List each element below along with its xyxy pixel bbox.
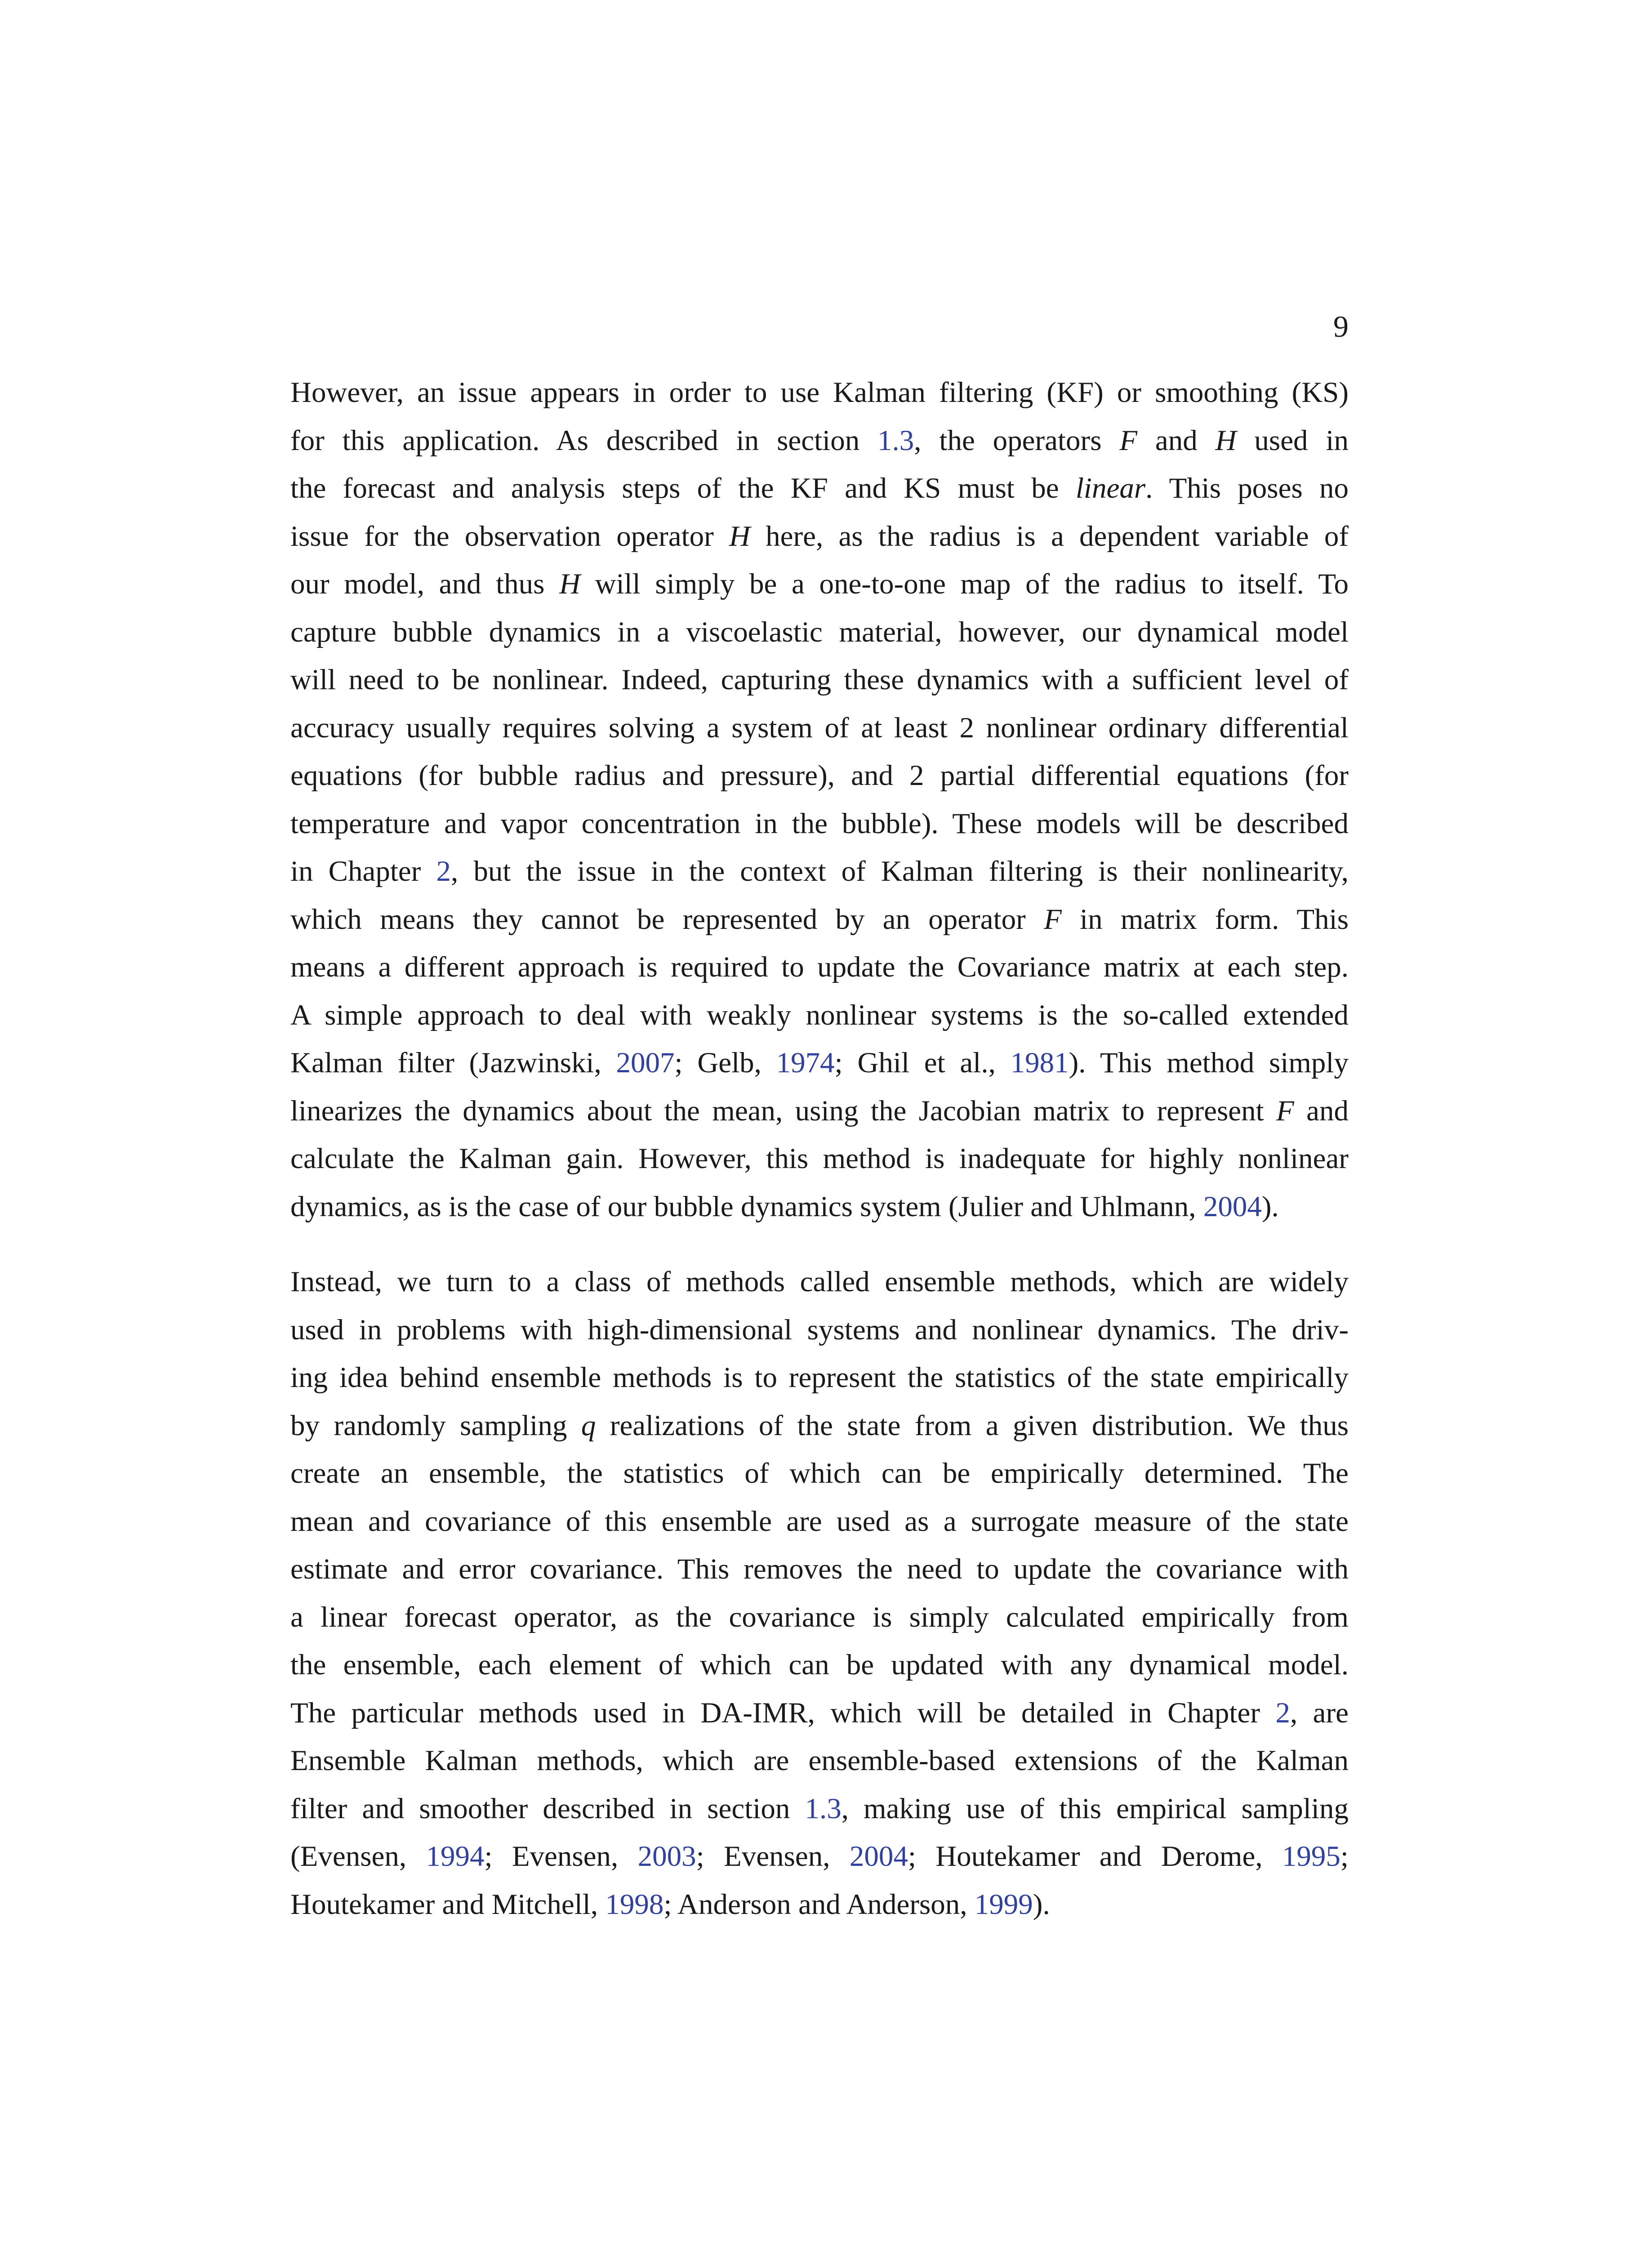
- text-line: A simple approach to deal with weakly nonlinear systems is the so-called extended: [290, 999, 1349, 1031]
- citation-link[interactable]: 1994: [426, 1840, 485, 1873]
- text-line: Kalman filter (Jazwinski, 2007; Gelb, 1974; Ghil et al., 1981). This method simply: [290, 1047, 1349, 1079]
- text-line: by randomly sampling q realizations of the state from a given distribution. We thus: [290, 1409, 1349, 1442]
- paragraph-ensemble-methods: [290, 1258, 1349, 1928]
- citation-link[interactable]: 1998: [605, 1888, 664, 1921]
- citation-link[interactable]: 1.3: [877, 424, 914, 457]
- page-number: 9: [1333, 309, 1349, 343]
- italic-term: F: [1119, 424, 1138, 457]
- text-line: will need to be nonlinear. Indeed, capturing these dynamics with a sufficient level of: [290, 664, 1349, 696]
- italic-term: H: [559, 568, 581, 600]
- text-line: temperature and vapor concentration in the bubble). These models will be described: [290, 807, 1349, 840]
- text-line: filter and smoother described in section 1.3, making use of this empirical sampling: [290, 1792, 1349, 1825]
- text-line: our model, and thus H will simply be a one-to-one map of the radius to itself. To: [290, 568, 1349, 600]
- text-line: in Chapter 2, but the issue in the context of Kalman filtering is their nonlinearity,: [290, 855, 1349, 888]
- text-line: equations (for bubble radius and pressure), and 2 partial differential equations (for: [290, 759, 1349, 792]
- text-line: a linear forecast operator, as the covariance is simply calculated empirically from: [290, 1601, 1349, 1633]
- text-line: ing idea behind ensemble methods is to represent the statistics of the state empirically: [290, 1361, 1349, 1394]
- text-line: Instead, we turn to a class of methods called ensemble methods, which are widely: [290, 1266, 1349, 1298]
- text-line: However, an issue appears in order to use Kalman filtering (KF) or smoothing (KS): [290, 376, 1349, 409]
- citation-link[interactable]: 1995: [1282, 1840, 1340, 1873]
- text-line: means a different approach is required to update the Covariance matrix at each step.: [290, 951, 1349, 983]
- citation-link[interactable]: 1.3: [805, 1792, 842, 1825]
- citation-link[interactable]: 1974: [776, 1047, 835, 1079]
- text-line: capture bubble dynamics in a viscoelastic material, however, our dynamical model: [290, 616, 1349, 648]
- italic-term: linear: [1075, 472, 1146, 504]
- text-line: used in problems with high-dimensional systems and nonlinear dynamics. The driv-: [290, 1313, 1349, 1346]
- citation-link[interactable]: 2004: [849, 1840, 908, 1873]
- citation-link[interactable]: 2: [1275, 1696, 1290, 1729]
- text-line: (Evensen, 1994; Evensen, 2003; Evensen, 2004; Houtekamer and Derome, 1995;: [290, 1840, 1349, 1873]
- text-line: which means they cannot be represented by an operator F in matrix form. This: [290, 903, 1349, 936]
- citation-link[interactable]: 2004: [1203, 1190, 1262, 1223]
- italic-term: F: [1276, 1094, 1294, 1127]
- italic-term: H: [1215, 424, 1237, 457]
- text-line: calculate the Kalman gain. However, this method is inadequate for highly nonlinear: [290, 1142, 1349, 1175]
- text-line: Houtekamer and Mitchell, 1998; Anderson and Anderson, 1999).: [290, 1888, 1050, 1921]
- citation-link[interactable]: 2: [436, 855, 451, 888]
- citation-link[interactable]: 1981: [1010, 1047, 1069, 1079]
- text-line: for this application. As described in section 1.3, the operators F and H used in: [290, 424, 1349, 457]
- text-line: estimate and error covariance. This removes the need to update the covariance with: [290, 1553, 1349, 1585]
- text-line: the forecast and analysis steps of the KF and KS must be linear. This poses no: [290, 472, 1349, 504]
- text-line: Ensemble Kalman methods, which are ensemble-based extensions of the Kalman: [290, 1744, 1349, 1777]
- text-line: accuracy usually requires solving a system of at least 2 nonlinear ordinary differential: [290, 711, 1349, 744]
- citation-link[interactable]: 2003: [637, 1840, 696, 1873]
- italic-term: q: [581, 1409, 596, 1442]
- paragraph-kalman-filtering-issue: [290, 369, 1349, 1231]
- italic-term: H: [729, 520, 750, 553]
- text-line: The particular methods used in DA-IMR, which will be detailed in Chapter 2, are: [290, 1696, 1349, 1729]
- citation-link[interactable]: 1999: [974, 1888, 1033, 1921]
- text-line: linearizes the dynamics about the mean, using the Jacobian matrix to represent F and: [290, 1094, 1349, 1127]
- text-line: mean and covariance of this ensemble are used as a surrogate measure of the state: [290, 1505, 1349, 1538]
- text-line: issue for the observation operator H here, as the radius is a dependent variable of: [290, 520, 1349, 553]
- text-line: dynamics, as is the case of our bubble dynamics system (Julier and Uhlmann, 2004).: [290, 1190, 1279, 1223]
- text-line: the ensemble, each element of which can be updated with any dynamical model.: [290, 1649, 1349, 1681]
- italic-term: F: [1044, 903, 1062, 936]
- citation-link[interactable]: 2007: [616, 1047, 675, 1079]
- text-line: create an ensemble, the statistics of which can be empirically determined. The: [290, 1457, 1349, 1490]
